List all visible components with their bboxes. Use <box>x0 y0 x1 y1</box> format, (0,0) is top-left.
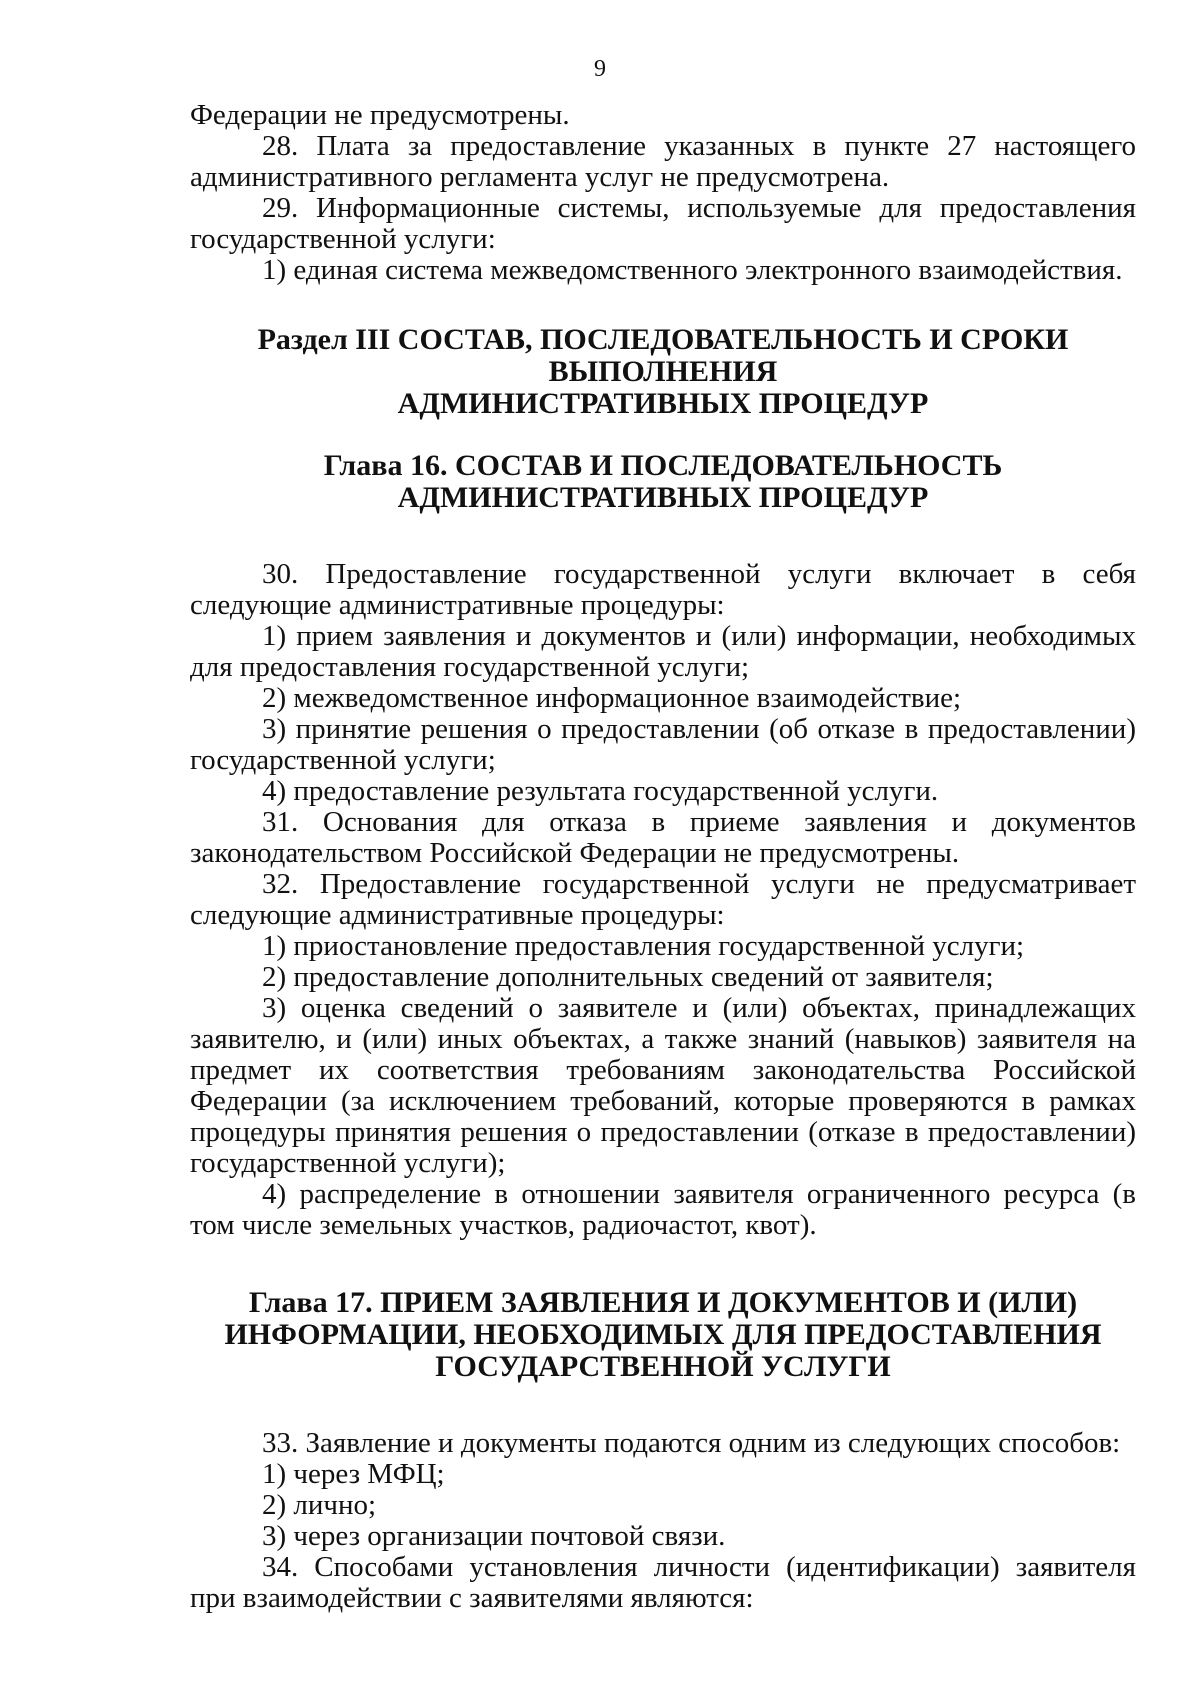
chapter-heading <box>190 450 1136 514</box>
list-item: 2) лично; <box>262 1489 377 1521</box>
chapter-heading <box>190 1287 1136 1383</box>
paragraph-29: 29. Информационные системы, используемые для предоставления государственной услуги: <box>190 192 1136 255</box>
paragraph-31: 31. Основания для отказа в приеме заявления и документов законодательством Российской Федерации не предусмотрены. <box>190 806 1136 869</box>
chapter-heading-line: АДМИНИСТРАТИВНЫХ ПРОЦЕДУР <box>397 481 929 514</box>
list-item: 4) распределение в отношении заявителя ограниченного ресурса (в том числе земельных участков, радиочастот, квот). <box>190 1178 1136 1241</box>
document-body <box>190 100 1136 1614</box>
list-item: 1) единая система межведомственного электронного взаимодействия. <box>262 254 1123 286</box>
page-number: 9 <box>594 56 606 82</box>
list-item: 4) предоставление результата государственной услуги. <box>262 775 939 807</box>
chapter-heading-line: ГОСУДАРСТВЕННОЙ УСЛУГИ <box>435 1350 891 1383</box>
section-heading-line: АДМИНИСТРАТИВНЫХ ПРОЦЕДУР <box>397 387 929 420</box>
section-heading-line: Раздел III СОСТАВ, ПОСЛЕДОВАТЕЛЬНОСТЬ И СРОКИ ВЫПОЛНЕНИЯ <box>257 323 1069 388</box>
paragraph-28: 28. Плата за предоставление указанных в пункте 27 настоящего административного регламента услуг не предусмотрена. <box>190 130 1136 193</box>
paragraph: Федерации не предусмотрены. <box>190 99 570 131</box>
list-item: 3) принятие решения о предоставлении (об отказе в предоставлении) государственной услуги; <box>190 713 1136 776</box>
section-heading <box>190 324 1136 420</box>
list-item: 1) через МФЦ; <box>262 1458 445 1490</box>
list-item: 1) приостановление предоставления государственной услуги; <box>262 930 1025 962</box>
list-item: 2) межведомственное информационное взаимодействие; <box>262 682 962 714</box>
chapter-heading-line: Глава 16. СОСТАВ И ПОСЛЕДОВАТЕЛЬНОСТЬ <box>323 449 1003 482</box>
list-item: 3) оценка сведений о заявителе и (или) объектах, принадлежащих заявителю, и (или) иных объектах, а также знаний (навыков) заявителя на предмет их соответствия требованиям законодательства Российской Федерации (за исключением требований, которые проверяются в рамках процедуры принятия решения о предоставлении (отказе в предоставлении) государственной услуги); <box>190 992 1136 1179</box>
intro-paragraphs <box>190 100 1136 286</box>
paragraph-30: 30. Предоставление государственной услуги включает в себя следующие административные процедуры: <box>190 558 1136 621</box>
chapter17-paragraphs <box>190 1428 1136 1614</box>
chapter16-paragraphs <box>190 559 1136 1241</box>
list-item: 3) через организации почтовой связи. <box>262 1520 726 1552</box>
chapter-heading-line: ИНФОРМАЦИИ, НЕОБХОДИМЫХ ДЛЯ ПРЕДОСТАВЛЕНИЯ <box>224 1318 1102 1351</box>
list-item: 2) предоставление дополнительных сведений от заявителя; <box>262 961 994 993</box>
paragraph-33: 33. Заявление и документы подаются одним из следующих способов: <box>262 1427 1121 1459</box>
paragraph-34: 34. Способами установления личности (идентификации) заявителя при взаимодействии с заявителями являются: <box>190 1551 1136 1614</box>
paragraph-32: 32. Предоставление государственной услуги не предусматривает следующие административные процедуры: <box>190 868 1136 931</box>
list-item: 1) прием заявления и документов и (или) информации, необходимых для предоставления государственной услуги; <box>190 620 1136 683</box>
chapter-heading-line: Глава 17. ПРИЕМ ЗАЯВЛЕНИЯ И ДОКУМЕНТОВ И (ИЛИ) <box>248 1286 1078 1319</box>
